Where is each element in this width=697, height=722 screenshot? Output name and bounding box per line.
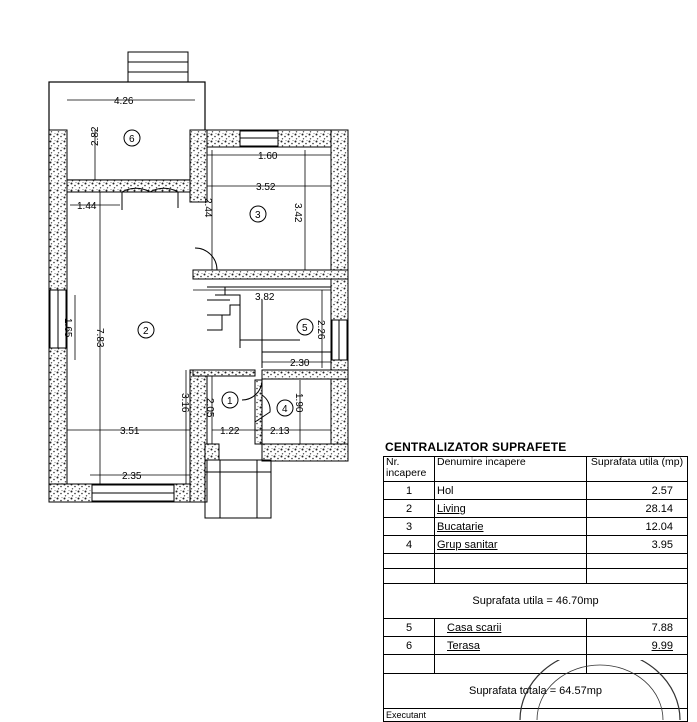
entrance-steps (205, 460, 271, 518)
dim-label: 3.16 (179, 393, 190, 413)
summary-title: CENTRALIZATOR SUPRAFETE (385, 440, 567, 454)
row-area: 9.99 (587, 637, 688, 655)
room-number-3: 3 (255, 210, 261, 221)
row-name: Casa scarii (435, 619, 587, 637)
table-row (384, 518, 688, 536)
table-row (384, 536, 688, 554)
row-nr: 1 (384, 482, 435, 500)
row-nr: 6 (384, 637, 435, 655)
certification-stamp (515, 660, 685, 720)
dim-label: 1.22 (220, 426, 240, 437)
utila-row (384, 584, 688, 619)
header-name: Denumire incapere (435, 457, 587, 482)
executant-label: Executant (384, 709, 688, 722)
room-number-1: 1 (227, 396, 233, 407)
blank-row (384, 569, 688, 584)
table-header (384, 457, 688, 482)
row-area: 3.95 (587, 536, 688, 554)
row-nr: 3 (384, 518, 435, 536)
terrace-steps (128, 52, 188, 82)
row-name: Living (435, 500, 587, 518)
table-row (384, 500, 688, 518)
table-row (384, 619, 688, 637)
row-nr: 4 (384, 536, 435, 554)
row-name: Hol (435, 482, 587, 500)
dim-label: 2.44 (202, 198, 213, 218)
row-name: Grup sanitar (435, 536, 587, 554)
blank-row (384, 554, 688, 569)
dim-label: 2.13 (270, 426, 290, 437)
room-number-2: 2 (143, 326, 149, 337)
table-row (384, 637, 688, 655)
totala-total: Suprafata totala = 64.57mp (384, 674, 688, 709)
dim-label: 3.82 (255, 292, 275, 303)
dim-label: 1.90 (293, 393, 304, 413)
row-name: Terasa (435, 637, 587, 655)
row-area: 28.14 (587, 500, 688, 518)
room-number-4: 4 (282, 404, 288, 415)
room-number-6: 6 (129, 134, 135, 145)
dim-label: 2.35 (122, 471, 142, 482)
row-area: 7.88 (587, 619, 688, 637)
dim-label: 4.26 (114, 96, 134, 107)
dim-label: 3.51 (120, 426, 140, 437)
row-nr: 5 (384, 619, 435, 637)
dim-label: 1.60 (258, 151, 278, 162)
row-name: Bucatarie (435, 518, 587, 536)
row-area: 2.57 (587, 482, 688, 500)
header-area: Suprafata utila (mp) (587, 457, 688, 482)
row-nr: 2 (384, 500, 435, 518)
dim-label: 3.52 (256, 182, 276, 193)
dim-label: 2.82 (90, 126, 101, 146)
header-nr: Nr. incapere (384, 457, 435, 482)
dim-label: 3.42 (292, 203, 303, 223)
room-number-5: 5 (302, 323, 308, 334)
utila-total: Suprafata utila = 46.70mp (384, 584, 688, 619)
dim-label: 2.30 (290, 358, 310, 369)
dim-label: 7.83 (94, 328, 105, 348)
dim-label: 1.65 (62, 318, 73, 338)
row-area: 12.04 (587, 518, 688, 536)
dim-label: 2.05 (204, 398, 215, 418)
dim-label: 1.44 (77, 201, 97, 212)
table-row (384, 482, 688, 500)
dim-label: 2.26 (315, 320, 326, 340)
